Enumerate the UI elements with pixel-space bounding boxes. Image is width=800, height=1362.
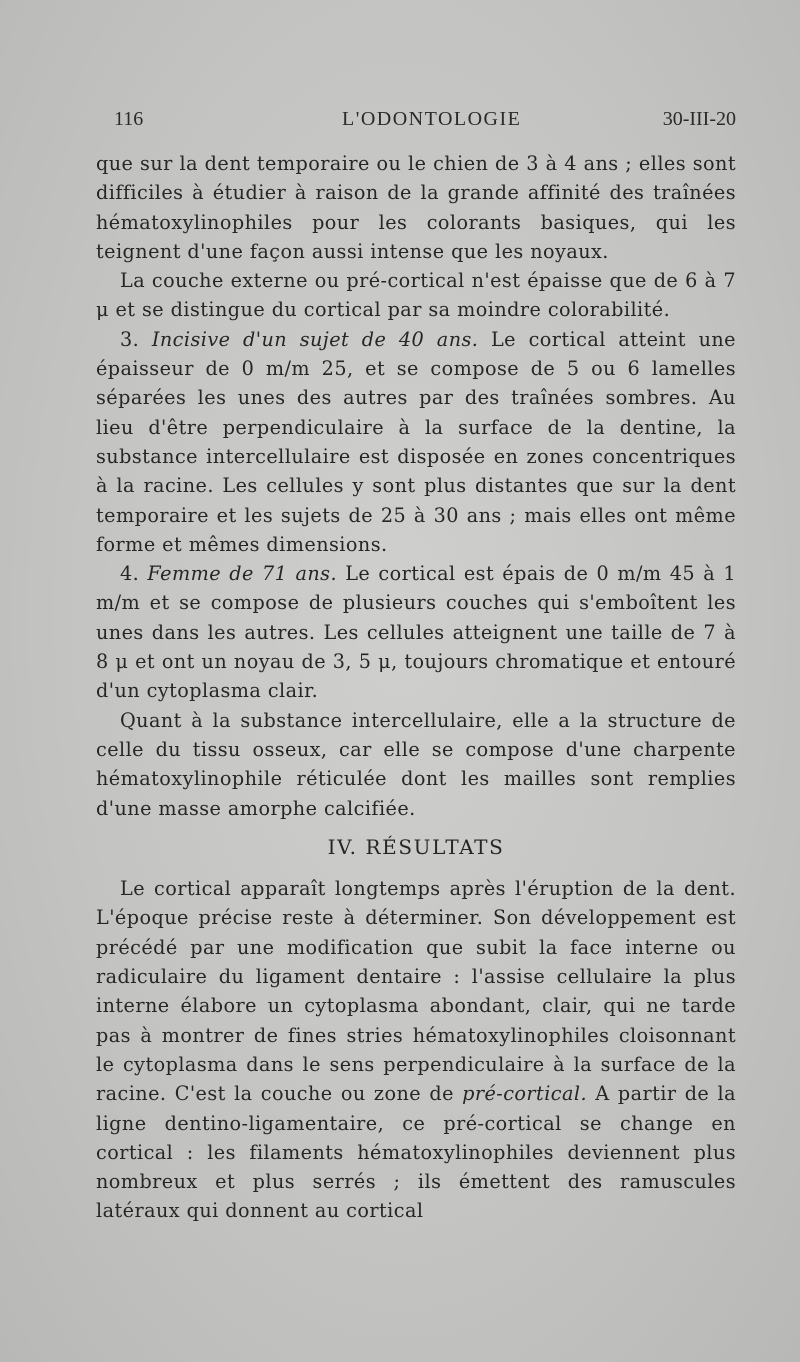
case-body: Le cortical atteint une épaisseur de 0 m/m 25, et se compose de 5 ou 6 lamelles séparées les unes des autres par des traînées sombres. Au lieu d'être perpendiculaire à la surface de la dentine, la substance intercellulaire est disposée en zones concentriques à la racine. Les cellules y sont plus distantes que sur la dent temporaire et les sujets de 25 à 30 ans ; mais elles ont même forme et mêmes dimensions. (96, 327, 736, 556)
body-text (96, 149, 736, 1226)
paragraph-pre-cortical: La couche externe ou pré-cortical n'est épaisse que de 6 à 7 μ et se distingue du cortical par sa moindre colorabilité. (96, 269, 736, 322)
case-body: Le cortical est épais de 0 m/m 45 à 1 m/m et se compose de plusieurs couches qui s'emboîtent les unes dans les autres. Les cellules atteignent une taille de 7 à 8 μ et ont un noyau de 3, 5 μ, toujours chromatique et entouré d'un cytoplasma clair. (96, 562, 737, 703)
case-number: 4. (120, 562, 140, 586)
results-text-end: A partir de la ligne dentino-ligamentaire, ce pré-cortical se change en cortical : les filaments hématoxylinophiles deviennent plus nombreux et plus serrés ; ils émettent des ramuscules latéraux qui donnent au cortical (96, 1082, 736, 1223)
paragraph-results (96, 874, 736, 1226)
results-term: pré-cortical. (462, 1082, 588, 1106)
case-title: Incisive d'un sujet de 40 ans. (151, 327, 479, 351)
paragraph-continuation: que sur la dent temporaire ou le chien de 3 à 4 ans ; elles sont difficiles à étudier à raison de la grande affinité des traînées hématoxylinophiles pour les colorants basiques, qui les teignent d'une façon aussi intense que les noyaux. (96, 152, 736, 263)
running-header (98, 102, 738, 138)
case-number: 3. (120, 327, 140, 351)
paragraph-intercellular: Quant à la substance intercellulaire, elle a la structure de celle du tissu osseux, car elle se compose d'une charpente hématoxylinophile réticulée dont les mailles sont remplies d'une masse amorphe calcifiée. (96, 708, 736, 820)
journal-title: L'ODONTOLOGIE (342, 108, 522, 130)
case-title: Femme de 71 ans. (147, 562, 338, 586)
page-number: 116 (114, 108, 144, 130)
paragraph-case-3 (96, 325, 736, 559)
section-heading: IV. RÉSULTATS (327, 834, 505, 859)
results-text-start: Le cortical apparaît longtemps après l'éruption de la dent. L'époque précise reste à déterminer. Son développement est précédé par une modification que subit la face interne ou radiculaire du ligament dentaire : l'assise cellulaire la plus interne élabore un cytoplasma abondant, clair, qui ne tarde pas à montrer de fines stries hématoxylinophiles cloisonnant le cytoplasma dans le sens perpendiculaire à la surface de la racine. C'est la couche ou zone de (96, 877, 736, 1106)
issue-date: 30-III-20 (662, 108, 736, 130)
paragraph-case-4 (96, 559, 736, 705)
